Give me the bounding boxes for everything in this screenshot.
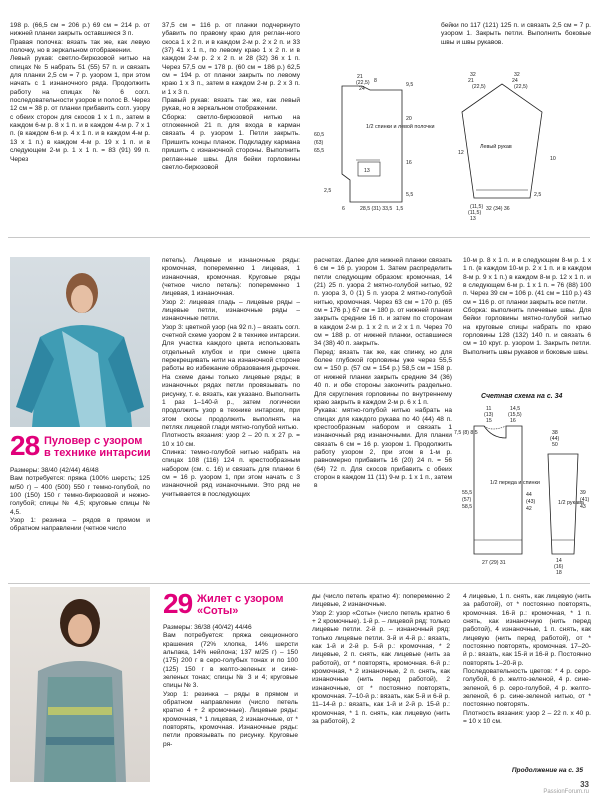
dim-top-6: 16 (510, 418, 516, 424)
dim-mid-3: 42 (526, 506, 532, 512)
bot-text-column-2: ды (число петель кратно 4): попеременно 2 лицевые, 2 изнаночные. Узор 2: узор «Соты» (число петель кратно 6 + 2 кромочные). 1-й р. – лицевой ряд: только лицевые петли. 2-й р. – изнаночный ряд: только лицевые петли. 3-й и 4-й р.: вязать, как 1-й и 2-й р. 5-й р.: кромочная, * 2 лицевые, 2 п. снять, как лицевые (нить за работой), от * повторять, кромочная. 6-й р.: кромочная, * 2 изнаночные, 2 п. снять, как изнаночные (нить перед работой), 2 изнаночные, от * постоянно повторять, кромочная. 7–10-й р.: вязать, как 5-й и 6-й р. 11–14-й р.: вязать, как 1-й и 2-й р. 15-й р.: кромочная, * 1 п. снять, как лицевую (нить за работой), 2 (312, 593, 450, 726)
dim-sleeve-b2: (16) (554, 564, 564, 570)
dim-sleeve-bl-3: 13 (470, 216, 476, 222)
dim-top-4: 14,5 (510, 406, 521, 412)
dim-sleeve-side: 10 (550, 156, 556, 162)
dim-side-1: 20 (406, 116, 412, 122)
pattern-title-29-line1: Жилет с узором (197, 593, 284, 605)
dim-side-4: 5,5 (406, 192, 414, 198)
front-panel-outline (342, 86, 402, 202)
dim-bottom-3: 1,5 (396, 206, 404, 212)
dim-left-2: (57) (462, 497, 472, 503)
dim-sleeve-top-4: 32 (514, 72, 520, 78)
dim-sleeve-b1: 14 (556, 558, 562, 564)
pattern-number-28: 28 (10, 430, 40, 461)
dim-top-2: (22,5) (356, 80, 370, 86)
dim-sleeve-top-1: 32 (470, 72, 476, 78)
sleeve-label: 1/2 рукава (558, 500, 584, 506)
dim-top-4: 8 (374, 78, 377, 84)
dim-sleeve-bottom: 32 (34) 36 (486, 206, 510, 212)
mid-text-column-3: расчетах. Далее для нижней планки связать 6 см = 16 р. узором 1. Затем распределить петли следующим образом: кромочная, 14 (21) 25 п. узора 2 мятно-голубой нитью, 92 п. узора 3, 0 (1) 5 п. узора 2 мятно-голубой нитью, кромочная. Через 63 см = 170 р. (65 см = 176 р.) 67 см = 180 р. от нижней планки закрыть средние 16 п. и затем по сторонам в каждом 2-м р. 1 х 2 п. и 2 х 1 п. Через 70 см = 188 р. от нижней планки, оставшиеся 34 (38) 40 п. закрыть. Перед: вязать так же, как спинку, но для более глубокой горловины уже через 55,5 см = 150 р. (57 см = 154 р.) 58,5 см = 158 р. от нижней планки закрыть средние 34 (36) 40 п. и обе стороны закончить раздельно. Для скругления горловины по внутреннему краю закрыть в каждом 2-м р. 6 х 1 п. Рукава: мятно-голубой нитью набрать на спицах для каждого рукава по 40 (44) 48 п. крестообразным набором и связать 1 изнаночный ряд изнаночными. Для планки связать 6 см = 16 р. узором 1. Продолжить работу узором 2, при этом в 1-м р. равномерно прибавить 16 (20) 24 п. = 56 (64) 72 п. Для скосов прибавить с обеих сторон в каждом 11 (11) 9-м р. 1 х 1 п., затем в (314, 257, 452, 490)
section-divider-1 (8, 237, 590, 238)
dim-sleeve-top-5: 24 (512, 78, 518, 84)
top-text-column-3: бейки по 117 (121) 125 п. и связать 2,5 см = 7 р. узором 1. Закрыть петли. Выполнить боковые швы и швы рукавов. (441, 22, 591, 46)
dim-top-1: 11 (486, 406, 492, 412)
pattern-title-29-line2: «Соты» (197, 605, 239, 617)
dim-sleeve-cuff: 2,5 (534, 192, 542, 198)
dim-side-3: 16 (406, 160, 412, 166)
dim-top-3: 15 (486, 418, 492, 424)
mid-pattern-schema (452, 404, 592, 584)
dim-sleeve-3: 43 (580, 504, 586, 510)
dim-pocket: 13 (364, 168, 370, 174)
dim-top-1: 21 (357, 74, 363, 80)
dim-sleeve-top-6: (22,5) (514, 84, 528, 90)
top-pattern-schema (302, 64, 597, 244)
dim-sleeve-b3: 18 (556, 570, 562, 576)
mid-text-column-2: петель). Лицевые и изнаночные ряды: кромочная, попеременно 1 лицевая, 1 изнаночная, кромочная. Круговые ряды (четное число петель): попеременно 1 лицевая, 1 изнаночная. Узор 2: лицевая гладь – лицевые ряды – лицевые петли, изнаночные ряды – изнаночные петли. Узор 3: цветной узор (на 92 п.) – вязать согл. счетной схеме узором 2 в технике интарсии. Для участка каждого цвета использовать отдельный клубок и при смене цвета перекрещивать нити на изнаночной стороне работы во избежание образования дырочек. На схеме даны только лицевые ряды; в изнаночных рядах петли провязывать по рисунку, т. е. вязать, как указано. Выполнить 1 раз 1–140-й р., затем логически продолжить узор в технике интарсии, при этом скосы продолжить выполнять на петлях лицевой глади мятно-голубой нитью. Плотность вязания: узор 2 – 20 п. х 27 р. = 10 х 10 см. Спинка: темно-голубой нитью набрать на спицах 108 (116) 124 п. крестообразным набором (см. с. 16) и связать для планки 6 см = 16 р. узором 1, при этом начать с 3 изнаночной ряд изнаночными. Это ряд не учитывается в последующих (162, 257, 300, 498)
dim-side-2: 9,5 (406, 82, 414, 88)
footer-watermark: PassionForum.ru (543, 789, 589, 795)
dim-left-1: 60,5 (314, 132, 325, 138)
dim-sleeve-top-2: 21 (468, 78, 474, 84)
pattern-number-29: 29 (163, 588, 193, 619)
dim-bottom-left: 2,5 (324, 188, 332, 194)
model-photo-vest (10, 587, 150, 782)
dim-sleeve-top-3: (22,5) (472, 84, 486, 90)
dim-sleeve-1: 39 (580, 490, 586, 496)
pattern-title-28-line2: в технике интарсии (44, 447, 151, 459)
dim-sleeve-bl-1: (11,5) (470, 204, 484, 210)
top-text-column-2: 37,5 см = 116 р. от планки подчеркнуто убавить по правому краю для реглан-ного скоса 1 х 2 п. и в каждом 2-м р. 2 х 2 п. и 33 (37) 41 х 1 п., по левому краю 1 х 2 п. и в каждом 2-м р. 2 х 2 п. и 28 (32) 36 х 1 п. Через 57,5 см = 178 р. (60 см = 186 р.) 62,5 см = 194 р. от планки закрыть по левому краю 1 х 3 п., затем в каждом 2-м р. 2 х 3 п. и 1 х 3 п. Правый рукав: вязать так же, как левый рукав, но в зеркальном отображении. Сборка: светло-бирюзовой нитью на отложенной 21 п. для входа в карман связать 4 р. узором 1. Петли закрыть. Пришить концы планок. Подкладку кармана пришить с изнаночной стороны. Выполнить реглан-ные швы. Для бейки горловины светло-бирюзовой (162, 22, 300, 171)
dim-mid-2: (43) (526, 499, 536, 505)
dim-left-1: 55,5 (462, 490, 473, 496)
sleeve-outline (462, 84, 542, 198)
dim-sleeve-top-3: 50 (552, 442, 558, 448)
front-back-outline (474, 426, 522, 554)
dim-left-3: 65,5 (314, 148, 325, 154)
dim-bottom-width: 27 (29) 31 (482, 560, 506, 566)
continuation-note: Продолжение на с. 35 (511, 767, 583, 774)
chart-reference-caption: Счетная схема на с. 34 (481, 393, 563, 400)
mid-text-column-1: Размеры: 38/40 (42/44) 46/48 Вам потребуется: пряжа (100% шерсть; 125 м/50 г) – 400 (500) 550 г темно-голубой, по 100 (150) 150 г темно-бирюзовой и нежно-голубой; спицы № 4,5; круговые спицы № 4,5. Узор 1: резинка – рядов в прямом и обратном направлении (четное число (10, 467, 150, 533)
dim-sleeve-top-1: 38 (552, 430, 558, 436)
front-back-label: 1/2 переда и спинки (490, 480, 540, 486)
bot-text-column-1: Размеры: 36/38 (40/42) 44/46 Вам потребуется: пряжа секционного крашения (72% хлопка, 14% шерсти альпака, 14% нейлона; 137 м/25 г) – 150 (175) 200 г в серо-голубых тонах и по 100 (125) 150 г в желто-зеленых и сине-зеленых тонах; спицы № 3 и 4; круговые спицы № 3. Узор 1: резинка – ряды в прямом и обратном направлении (число петель кратно 4 + 2 кромочные). Лицевые ряды: кромочная, * 1 лицевая, 2 изнаночные, от * повторять, кромочная. Изнаночные ряды: петли провязывать по рисунку. Круговые ря- (163, 624, 298, 748)
dim-neck: 7,5 (8) 8,5 (454, 430, 478, 436)
dim-top-5: (15,5) (508, 412, 522, 418)
top-text-column-1: 198 р. (66,5 см = 206 р.) 69 см = 214 р. от нижней планки закрыть оставшиеся 3 п. Правая полочка: вязать так же, как левую полочку, но в зеркальном отображении. Левый рукав: светло-бирюзовой нитью на спицах № 5 набрать 51 (55) 57 п. и связать для планки 2,5 см = 7 р. узором 1, при этом начать с 1 изнаночного ряда. Продолжить работу на спицах № 6 согл. последовательности узоров и полос В. Через 12 см = 38 р. от планки прибавить согл. узору с обеих сторон для скосов 1 х 1 п., затем в каждом 6-м р. 8 х 1 п. и в каждом 4-м р. 7 х 1 п. (в каждом 6-м р. 4 х 1 п. и в каждом 4-м р. 13 х 1 п.) в каждом 4-м р. 19 х 1 п. и в следующем 2-м р. 1 х 1 п. = 83 (91) 99 п. Через (10, 22, 150, 163)
dim-top-2: (13) (484, 412, 494, 418)
dim-mid-1: 44 (526, 492, 532, 498)
dim-left-3: 58,5 (462, 504, 473, 510)
page-number: 33 (580, 780, 589, 789)
mid-text-column-4: 10-м р. 8 х 1 п. и в следующем 8-м р. 1 х 1 п. (в каждом 10-м р. 2 х 1 п. и в каждом 8-м р. 9 х 1 п.) в каждом 8-м р. 12 х 1 п. и в следующем 6-м р. 1 х 1 п. = 76 (88) 100 п. Через 39 см = 106 р. (41 см = 110 р.) 43 см = 116 р. от планки закрыть все петли. Сборка: выполнить плечевые швы. Для бейки горловины мятно-голубой нитью на круговые спицы набрать по краю горловины 128 (132) 140 п. и связать 6 см = 10 круг. р. узором 1. Закрыть петли. Выполнить швы рукавов и боковые швы. (463, 257, 591, 356)
dim-sleeve-bl-2: (11,5) (468, 210, 482, 216)
dim-bottom-2: 6 (342, 206, 345, 212)
front-label: 1/2 спинки и левой полочки (366, 124, 435, 130)
model-photo-pullover (10, 257, 150, 427)
pattern-title-28-line1: Пуловер с узором (44, 435, 143, 447)
dim-bottom-width: 28,5 (31) 33,5 (360, 206, 393, 212)
dim-sleeve-top-2: (44) (550, 436, 560, 442)
dim-sleeve-mid: 12 (458, 150, 464, 156)
bot-text-column-3: 4 лицевые, 1 п. снять, как лицевую (нить за работой), от * постоянно повторять, кромочная. 16-й р.: кромочная, * 1 п. снять, как изнаночную (нить перед работой), 4 изнаночные, 1 п. снять, как лицевую (нить перед работой), от * постоянно повторять, кромочная. 17–20-й р.: вязать, как 15-й и 16-й р. Постоянно повторять 1–20-й р. Последовательность цветов: * 4 р. серо-голубой, 6 р. желто-зеленой, 4 р. сине-зеленой, 6 р. серо-голубой, 4 р. желто-зеленой, 6 р. сине-зеленой нитью, от * постоянно повторять. Плотность вязания: узор 2 – 22 п. х 40 р. = 10 х 10 см. (463, 593, 591, 726)
sleeve-label: Левый рукав (480, 144, 512, 150)
dim-sleeve-2: (41) (580, 497, 590, 503)
dim-left-2: (63) (314, 140, 324, 146)
section-divider-2 (8, 583, 590, 584)
dim-top-3: 24 (359, 86, 365, 92)
